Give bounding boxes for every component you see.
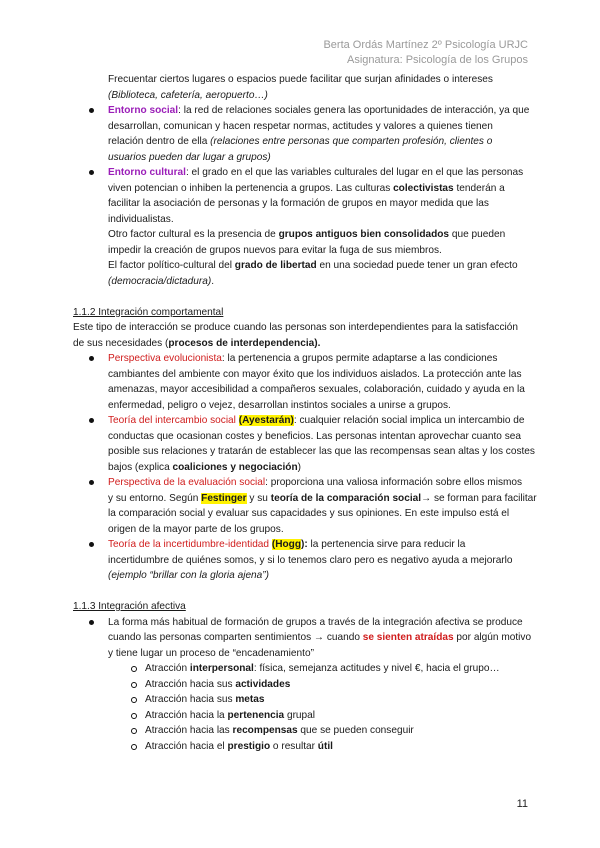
term-perspectiva-evolucionista: Perspectiva evolucionista <box>108 353 222 364</box>
header-author: Berta Ordás Martínez 2º Psicología URJC <box>323 39 528 51</box>
sub-bullet-circle <box>131 697 137 703</box>
intro-line: Frecuentar ciertos lugares o espacios puede facilitar que surjan afinidades o intereses <box>108 74 493 85</box>
bullet-dot <box>89 480 94 485</box>
bullet-dot <box>89 108 94 113</box>
bullet-entorno-social: Entorno social: la red de relaciones sociales genera las oportunidades de interacción, ya que desarrollan, comunican y hacen respetar normas, actitudes y valores a quienes tienen relación dentro de ella (relaciones entre personas que comparten profesión, clientes o usuarios pueden dar lugar a grupos) <box>73 103 543 165</box>
term-evaluacion-social: Perspectiva de la evaluación social <box>108 477 266 488</box>
sub-bullet-atraccion: Atracción interpersonal: física, semejanza actitudes y nivel €, hacia el grupo… <box>73 661 543 677</box>
section-intro: Este tipo de interacción se produce cuando las personas son interdependientes para la satisfacción <box>73 322 518 333</box>
sub-bullet-atraccion: Atracción hacia el prestigio o resultar útil <box>73 739 543 755</box>
term-incertidumbre-identidad: Teoría de la incertidumbre-identidad <box>108 539 270 550</box>
bullet-perspectiva-evolucionista: Perspectiva evolucionista: la pertenencia a grupos permite adaptarse a las condiciones cambiantes del ambiente con mayor éxito que los individuos aislados. La protección ante las amenazas, mayor accesibilidad a compañeros sexuales, colaboración, cuidado y ayuda en la enfermedad, peligro o vejez, desarrollan instintos sociales a unirse a grupos. <box>73 351 543 413</box>
sub-bullet-atraccion: Atracción hacia sus metas <box>73 692 543 708</box>
bullet-dot <box>89 170 94 175</box>
sub-bullet-atraccion: Atracción hacia sus actividades <box>73 677 543 693</box>
term-intercambio-social: Teoría del intercambio social <box>108 415 236 426</box>
bullet-dot <box>89 356 94 361</box>
bullet-integracion-afectiva: La forma más habitual de formación de grupos a través de la integración afectiva se produce cuando las personas comparten sentimientos → cuando se sienten atraídas por algún motivo y tiene lugar un proceso de “encadenamiento” <box>73 615 543 662</box>
author-hogg: (Hogg <box>271 539 301 550</box>
term-se-sienten-atraidas: se sienten atraídas <box>362 632 454 643</box>
sub-bullet-atraccion: Atracción hacia la pertenencia grupal <box>73 708 543 724</box>
page-number: 11 <box>516 798 528 810</box>
intro-examples: (Biblioteca, cafetería, aeropuerto…) <box>108 89 268 101</box>
author-ayestaran: (Ayestarán) <box>238 415 294 426</box>
bullet-dot <box>89 418 94 423</box>
document-body: Frecuentar ciertos lugares o espacios puede facilitar que surjan afinidades o intereses (Biblioteca, cafetería, aeropuerto…) Entorno social: la red de relaciones sociales genera las oportunidades de interacción, ya que desarrollan, comunican y hacen respetar normas, actitudes y valores a quienes tienen relación dentro de ella (relaciones entre personas que comparten profesión, clientes o usuarios pueden dar lugar a grupos) Entorno cultural: el grado en el que las variables culturales del lugar en el que las personas viven potencian o inhiben la pertenencia a grupos. Las culturas colectivistas tenderán a facilitar la asociación de personas y la formación de grupos en mayor medida que las individualistas. Otro factor cultural es la presencia de grupos antiguos bien consolidados que pueden impedir la creación de grupos nuevos para evitar la fuga de sus miembros. El factor político-cultural del grado de libertad en una sociedad puede tener un gran efecto (democracia/dictadura). 1.1.2 Integración comportamental Este tipo de interacción se produce cuando las personas son interdependientes para la satisfacción de sus necesidades (procesos de interdependencia). Perspectiva evolucionista: la pertenencia a grupos permite adaptarse a las condiciones cambiantes del ambiente con mayor éxito que los individuos aislados. La protección ante las amenazas, mayor accesibilidad a compañeros sexuales, colaboración, cuidado y ayuda en la enfermedad, peligro o vejez, desarrollan instintos sociales a unirse a grupos. Teoría del intercambio social (Ayestarán): cualquier relación social implica un intercambio de conductas que ocasionan costes y beneficios. Las personas intentan aprovechar cuanto sea posible sus relaciones y tratarán de establecer las que las recompensas sean altas y los costes bajos (explica coaliciones y negociación) Perspectiva de la evaluación social: proporciona una valiosa información sobre ellos mismos y su entorno. Según Festinger y su teoría de la comparación social→ se forman para facilitar la comparación social y evaluar sus capacidades y sus opiniones. En este impulso está el origen de la mayor parte de los grupos. Teoría de la incertidumbre-identidad (Hogg): la pertenencia sirve para reducir la incertidumbre de quiénes somos, y si lo tenemos claro pero es negativo ayuda a mejorarlo (ejemplo “brillar con la gloria ajena”) 1.1.3 Integración afectiva La forma más habitual de formación de grupos a través de la integración afectiva se produce cuando las personas comparten sentimientos → cuando se sienten atraídas por algún motivo y tiene lugar un proceso de “encadenamiento” Atracción interpersonal: física, semejanza actitudes y nivel €, hacia el grupo… Atracción hacia sus actividades Atracción hacia sus metas Atracción hacia la pertenencia grupal Atracción hacia las recompensas que se pueden conseguir Atracción hacia el prestigio o resultar útil <box>73 72 543 754</box>
bullet-dot <box>89 542 94 547</box>
header-subject: Asignatura: Psicología de los Grupos <box>347 54 528 66</box>
sub-bullet-circle <box>131 682 137 688</box>
author-festinger: Festinger <box>201 492 247 504</box>
bullet-intercambio-social: Teoría del intercambio social (Ayestarán): cualquier relación social implica un intercambio de conductas que ocasionan costes y beneficios. Las personas intentan aprovechar cuanto sea posible sus relaciones y tratarán de establecer las que las recompensas sean altas y los costes bajos (explica coaliciones y negociación) <box>73 413 543 475</box>
bullet-entorno-cultural: Entorno cultural: el grado en el que las variables culturales del lugar en el que las personas viven potencian o inhiben la pertenencia a grupos. Las culturas colectivistas tenderán a facilitar la asociación de personas y la formación de grupos en mayor medida que las individualistas. Otro factor cultural es la presencia de grupos antiguos bien consolidados que pueden impedir la creación de grupos nuevos para evitar la fuga de sus miembros. El factor político-cultural del grado de libertad en una sociedad puede tener un gran efecto (democracia/dictadura). <box>73 165 543 289</box>
sub-bullet-circle <box>131 713 137 719</box>
bullet-dot <box>89 620 94 625</box>
sub-bullet-atraccion: Atracción hacia las recompensas que se pueden conseguir <box>73 723 543 739</box>
section-title-1-1-2: 1.1.2 Integración comportamental <box>73 306 224 318</box>
bullet-evaluacion-social: Perspectiva de la evaluación social: proporciona una valiosa información sobre ellos mismos y su entorno. Según Festinger y su teoría de la comparación social→ se forman para facilitar la comparación social y evaluar sus capacidades y sus opiniones. En este impulso está el origen de la mayor parte de los grupos. <box>73 475 543 537</box>
sub-bullet-circle <box>131 666 137 672</box>
section-title-1-1-3: 1.1.3 Integración afectiva <box>73 601 186 612</box>
term-entorno-cultural: Entorno cultural <box>108 167 186 178</box>
sub-bullet-circle <box>131 744 137 750</box>
term-entorno-social: Entorno social <box>108 105 179 116</box>
bullet-incertidumbre-identidad: Teoría de la incertidumbre-identidad (Hogg): la pertenencia sirve para reducir la incertidumbre de quiénes somos, y si lo tenemos claro pero es negativo ayuda a mejorarlo (ejemplo “brillar con la gloria ajena”) <box>73 537 543 584</box>
sub-bullet-circle <box>131 728 137 734</box>
